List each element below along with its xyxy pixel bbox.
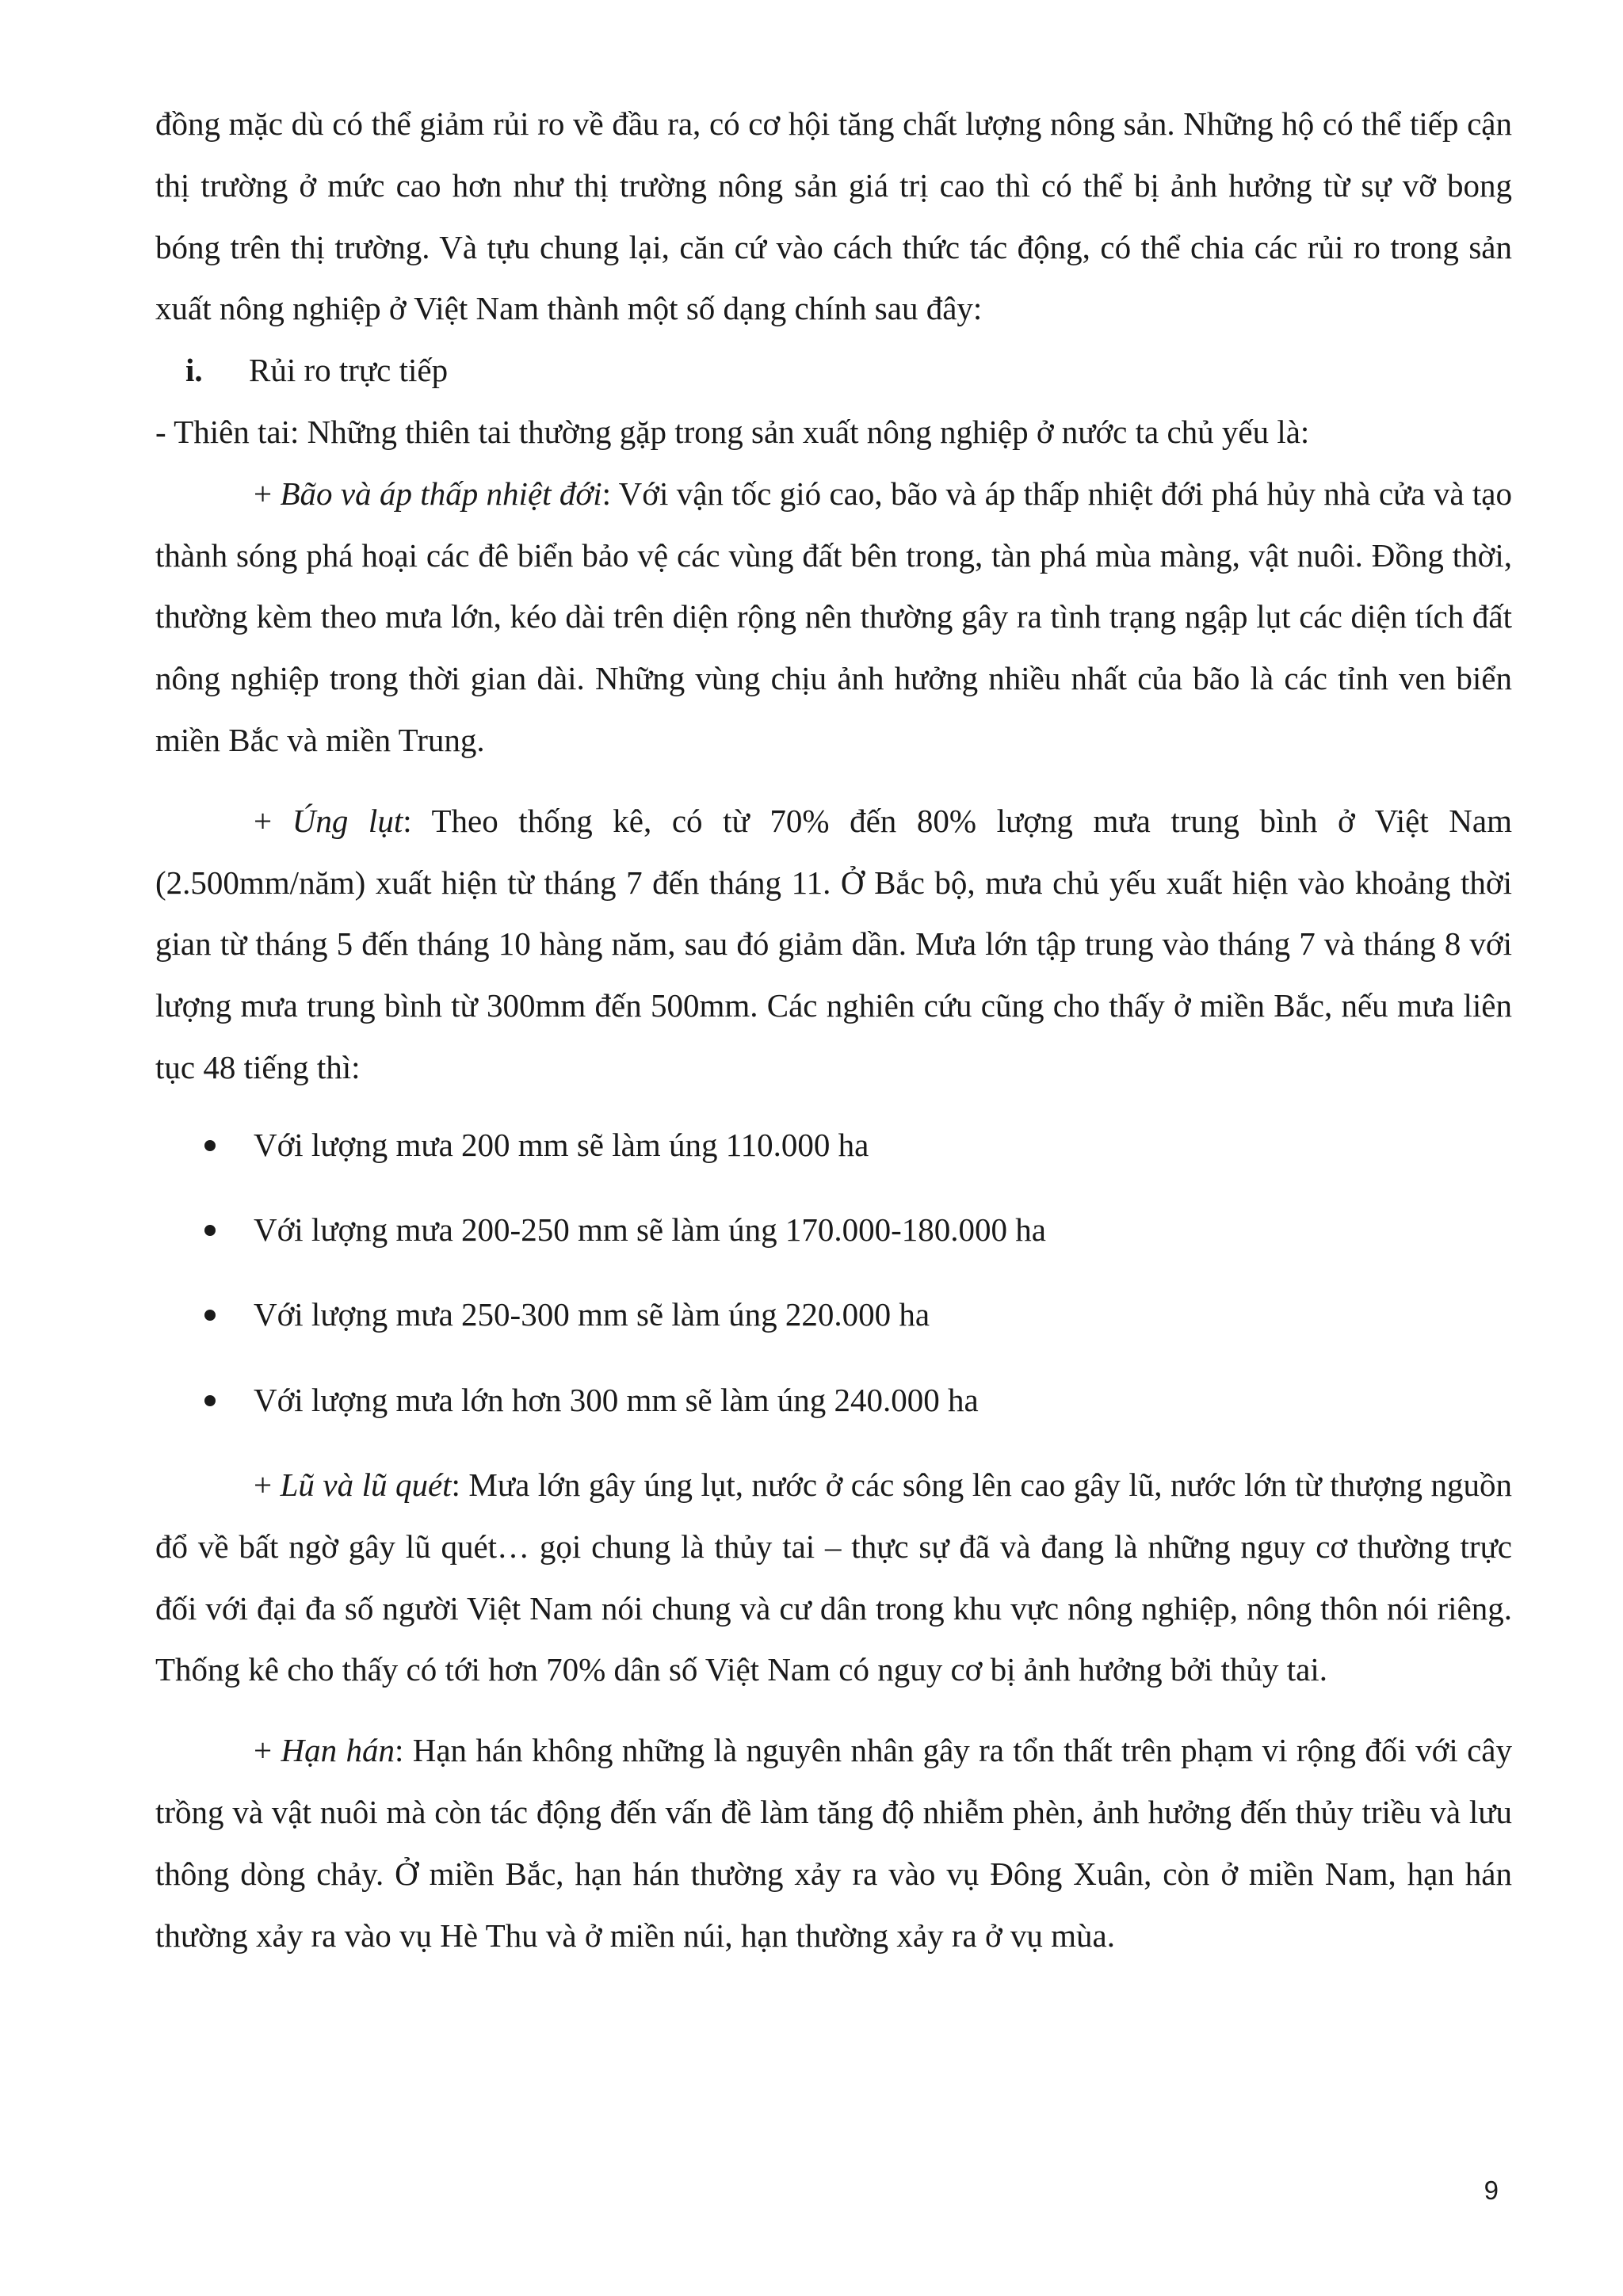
section-title: Rủi ro trực tiếp [249, 352, 449, 389]
intro-paragraph: đồng mặc dù có thể giảm rủi ro về đầu ra, có cơ hội tăng chất lượng nông sản. Những hộ có thể tiếp cận thị trường ở mức cao hơn như thị trường nông sản giá trị cao thì có thể bị ảnh hưởng từ sự vỡ bong bóng trên thị trường. Và tựu chung lại, căn cứ vào cách thức tác động, có thể chia các rủi ro trong sản xuất nông nghiệp ở Việt Nam thành một số dạng chính sau đây: [155, 105, 1512, 327]
list-item [155, 1284, 1512, 1346]
list-item-text: Với lượng mưa lớn hơn 300 mm sẽ làm úng 240.000 ha [254, 1381, 979, 1418]
flash-flood-text: : Mưa lớn gây úng lụt, nước ở các sông lên cao gây lũ, nước lớn từ thượng nguồn đổ về bất ngờ gây lũ quét… gọi chung là thủy tai – thực sự đã và đang là những nguy cơ thường trực đối với đại đa số người Việt Nam nói chung và cư dân trong khu vực nông nghiệp, nông thôn nói riêng. Thống kê cho thấy có tới hơn 70% dân số Việt Nam có nguy cơ bị ảnh hưởng bởi thủy tai. [155, 1466, 1513, 1688]
section-marker: i. [185, 352, 203, 389]
rainfall-list [155, 1115, 1512, 1432]
flash-flood-term: Lũ và lũ quét [280, 1466, 452, 1503]
section-heading [155, 340, 1512, 402]
flooding-prefix: + [254, 802, 292, 839]
flooding-term: Úng lụt [292, 802, 403, 839]
list-item-text: Với lượng mưa 200 mm sẽ làm úng 110.000 ha [254, 1126, 869, 1163]
document-page [155, 93, 1512, 1966]
list-item [155, 1199, 1512, 1261]
list-item [155, 1370, 1512, 1432]
storm-paragraph [155, 463, 1512, 772]
flooding-text: : Theo thống kê, có từ 70% đến 80% lượng mưa trung bình ở Việt Nam (2.500mm/năm) xuất hiện từ tháng 7 đến tháng 11. Ở Bắc bộ, mưa chủ yếu xuất hiện vào khoảng thời gian từ tháng 5 đến tháng 10 hàng năm, sau đó giảm dần. Mưa lớn tập trung vào tháng 7 và tháng 8 với lượng mưa trung bình từ 300mm đến 500mm. Các nghiên cứu cũng cho thấy ở miền Bắc, nếu mưa liên tục 48 tiếng thì: [155, 802, 1512, 1085]
page-number: 9 [1484, 2176, 1499, 2205]
drought-paragraph [155, 1720, 1512, 1966]
list-item-text: Với lượng mưa 250-300 mm sẽ làm úng 220.000 ha [254, 1296, 930, 1333]
drought-term: Hạn hán [281, 1732, 395, 1769]
flash-flood-paragraph [155, 1455, 1512, 1701]
list-item [155, 1115, 1512, 1177]
storm-prefix: + [254, 475, 281, 512]
list-item-text: Với lượng mưa 200-250 mm sẽ làm úng 170.000-180.000 ha [254, 1211, 1046, 1249]
natural-disaster-intro: - Thiên tai: Những thiên tai thường gặp trong sản xuất nông nghiệp ở nước ta chủ yếu là: [155, 413, 1310, 450]
storm-text: : Với vận tốc gió cao, bão và áp thấp nhiệt đới phá hủy nhà cửa và tạo thành sóng phá hoại các đê biển bảo vệ các vùng đất bên trong, tàn phá mùa màng, vật nuôi. Đồng thời, thường kèm theo mưa lớn, kéo dài trên diện rộng nên thường gây ra tình trạng ngập lụt các diện tích đất nông nghiệp trong thời gian dài. Những vùng chịu ảnh hưởng nhiều nhất của bão là các tỉnh ven biển miền Bắc và miền Trung. [155, 475, 1512, 758]
storm-term: Bão và áp thấp nhiệt đới [280, 475, 602, 512]
bullet-icon [204, 1225, 216, 1236]
bullet-icon [204, 1395, 216, 1406]
flooding-paragraph [155, 791, 1512, 1099]
drought-text: : Hạn hán không những là nguyên nhân gây ra tổn thất trên phạm vi rộng đối với cây trồng và vật nuôi mà còn tác động đến vấn đề làm tăng độ nhiễm phèn, ảnh hưởng đến thủy triều và lưu thông dòng chảy. Ở miền Bắc, hạn hán thường xảy ra vào vụ Đông Xuân, còn ở miền Nam, hạn hán thường xảy ra vào vụ Hè Thu và ở miền núi, hạn thường xảy ra ở vụ mùa. [155, 1732, 1512, 1954]
bullet-icon [204, 1140, 216, 1151]
drought-prefix: + [254, 1732, 281, 1769]
bullet-icon [204, 1310, 216, 1321]
flash-flood-prefix: + [254, 1466, 281, 1503]
